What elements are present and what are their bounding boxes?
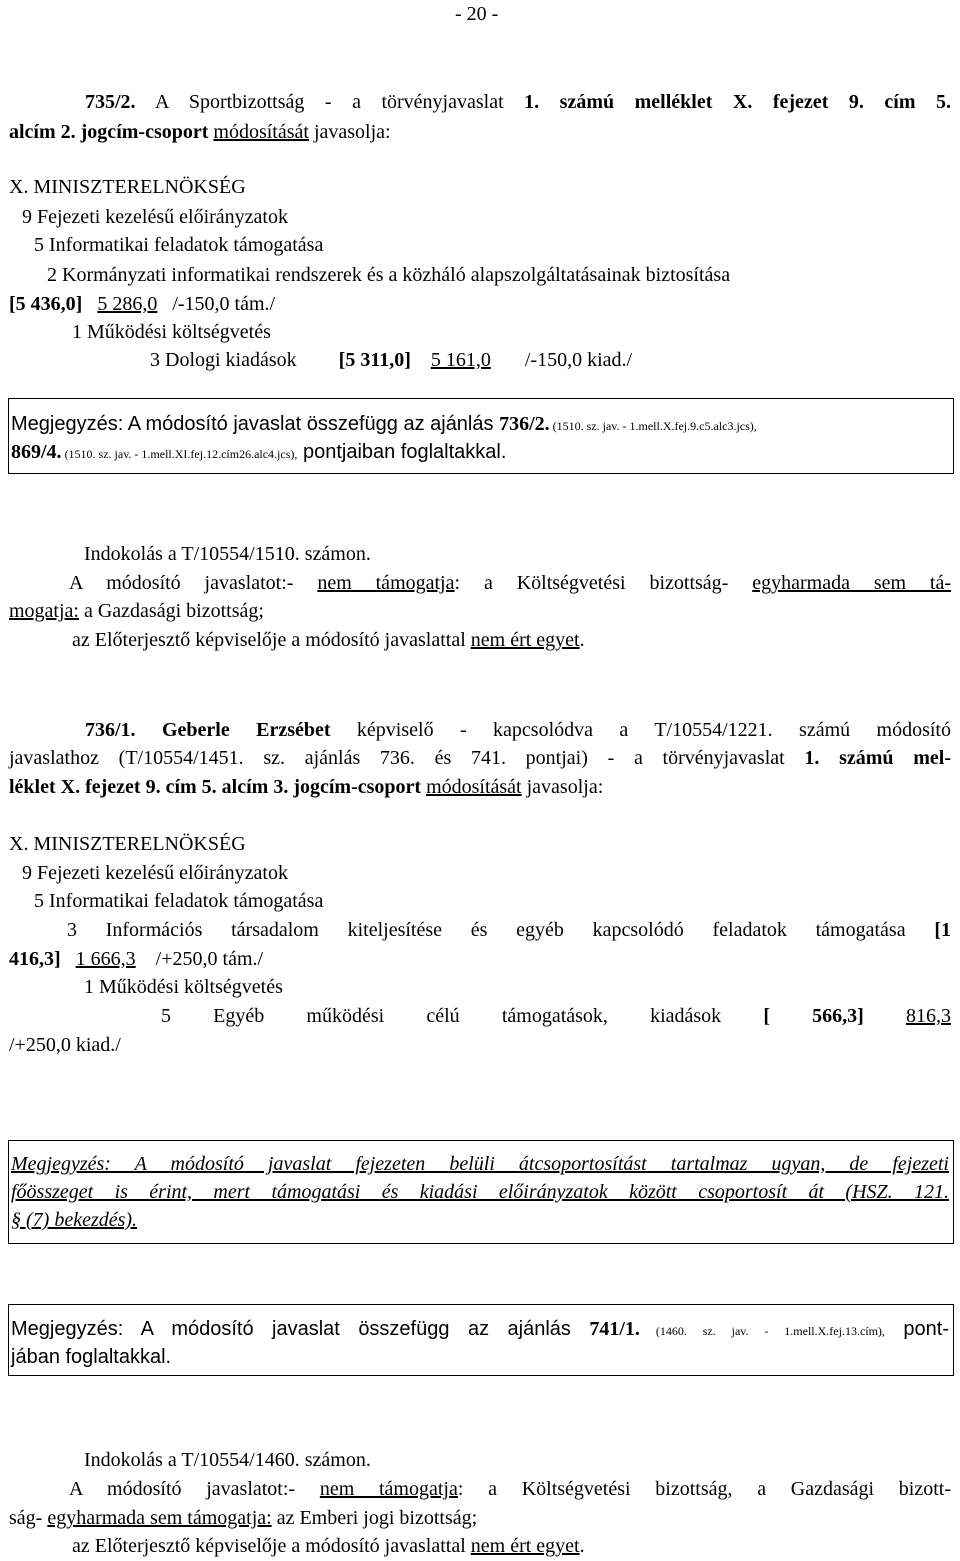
- group-heading: 2 Kormányzati informatikai rendszerek és a közháló alapszolgáltatásainak biztosítása: [47, 264, 731, 286]
- section-heading-2: 1 Működési költségvetés: [84, 976, 283, 998]
- justification-1-title: Indokolás a T/10554/1510. számon.: [84, 543, 371, 565]
- page-number: - 20 -: [455, 3, 499, 25]
- amendment-735-2-line2: alcím 2. jogcím-csoport módosítását javasolja:: [9, 121, 391, 143]
- note-3-line2: jában foglaltakkal.: [11, 1346, 172, 1368]
- chapter-heading: X. MINISZTERELNÖKSÉG: [9, 176, 246, 198]
- item-row-2: 5 Egyéb működési célú támogatások, kiadások [ 566,3] 816,3: [161, 1005, 952, 1027]
- justification-2-title: Indokolás a T/10554/1460. számon.: [84, 1449, 371, 1471]
- subtitle-heading: 5 Informatikai feladatok támogatása: [34, 234, 324, 256]
- justification-2-line3: ság- egyharmada sem támogatja: az Emberi jogi bizottság;: [9, 1507, 478, 1529]
- justification-1-line4: az Előterjesztő képviselője a módosító javaslattal nem ért egyet.: [72, 629, 585, 651]
- justification-2-line4: az Előterjesztő képviselője a módosító javaslattal nem ért egyet.: [72, 1535, 585, 1557]
- amendment-736-1-line2: javaslathoz (T/10554/1451. sz. ajánlás 736. és 741. pontjai) - a törvényjavaslat 1. számú mel-: [9, 747, 951, 769]
- note-1-line2: 869/4. (1510. sz. jav. - 1.mell.XI.fej.12.cím26.alc4.jcs), pontjaiban foglaltakkal.: [11, 441, 507, 463]
- justification-1-line3: mogatja: a Gazdasági bizottság;: [9, 600, 264, 622]
- amendment-736-1-line1: 736/1. Geberle Erzsébet képviselő - kapcsolódva a T/10554/1221. számú módosító: [85, 719, 951, 741]
- chapter-heading-2: X. MINISZTERELNÖKSÉG: [9, 833, 246, 855]
- title-heading-2: 9 Fejezeti kezelésű előirányzatok: [22, 862, 288, 884]
- group-heading-2: 3 Információs társadalom kiteljesítése és egyéb kapcsolódó feladatok támogatása [1: [67, 919, 952, 941]
- subtitle-heading-2: 5 Informatikai feladatok támogatása: [34, 890, 324, 912]
- group-values: [5 436,0] 5 286,0 /-150,0 tám./: [9, 293, 276, 315]
- amendment-735-2-line1: 735/2. A Sportbizottság - a törvényjavaslat 1. számú melléklet X. fejezet 9. cím 5.: [85, 91, 951, 113]
- note-3-line1: Megjegyzés: A módosító javaslat összefügg az ajánlás 741/1. (1460. sz. jav. - 1.mell.X.fej.13.cím), pont-: [11, 1318, 949, 1340]
- section-heading: 1 Működési költségvetés: [72, 321, 271, 343]
- justification-2-line2: A módosító javaslatot:- nem támogatja: a Költségvetési bizottság, a Gazdasági bizott-: [69, 1478, 952, 1500]
- note-2-line2: főösszeget is érint, mert támogatási és kiadási előirányzatok között csoportosít át (HSZ. 121.: [11, 1181, 949, 1203]
- item-row-2-cont: /+250,0 kiad./: [9, 1034, 121, 1056]
- group-values-2: 416,3] 1 666,3 /+250,0 tám./: [9, 948, 264, 970]
- note-1-line1: Megjegyzés: A módosító javaslat összefügg az ajánlás 736/2. (1510. sz. jav. - 1.mell.X.fej.9.c5.alc3.jcs),: [11, 413, 757, 435]
- title-heading: 9 Fejezeti kezelésű előirányzatok: [22, 206, 288, 228]
- note-2-line3: § (7) bekezdés).: [11, 1209, 138, 1231]
- item-row: 3 Dologi kiadások [5 311,0] 5 161,0 /-150,0 kiad./: [150, 349, 633, 371]
- justification-1-line2: A módosító javaslatot:- nem támogatja: a Költségvetési bizottság- egyharmada sem tá-: [69, 572, 952, 594]
- amendment-736-1-line3: léklet X. fejezet 9. cím 5. alcím 3. jogcím-csoport módosítását javasolja:: [9, 776, 604, 798]
- note-2-line1: Megjegyzés: A módosító javaslat fejezeten belüli átcsoportosítást tartalmaz ugyan, de fejezeti: [11, 1153, 949, 1175]
